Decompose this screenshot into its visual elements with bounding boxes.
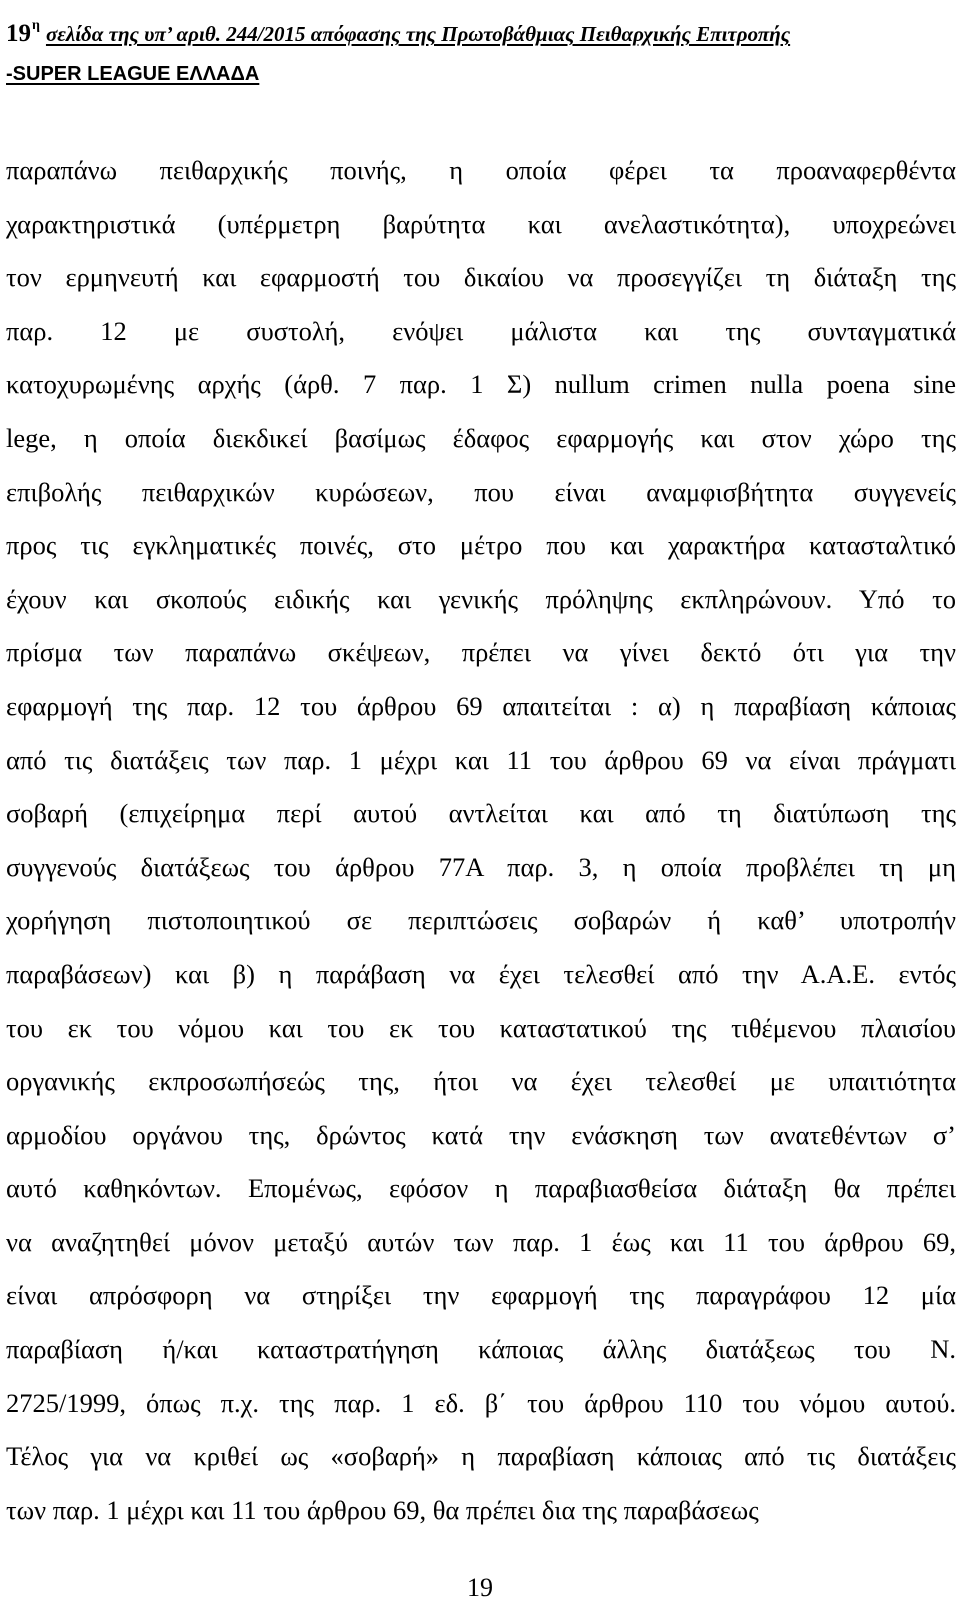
- text-line: των παρ. 1 μέχρι και 11 του άρθρου 69, θα πρέπει δια της παραβάσεως: [6, 1494, 759, 1525]
- footer-page-number: 19: [467, 1573, 493, 1602]
- text-line: εφαρμογή της παρ. 12 του άρθρου 69 απαιτείται : α) η παραβίαση κάποιας: [6, 690, 956, 721]
- text-line: σοβαρή (επιχείρημα περί αυτού αντλείται και από τη διατύπωση της: [6, 798, 956, 829]
- text-line: του εκ του νόμου και του εκ του καταστατικού της τιθέμενου πλαισίου: [6, 1012, 956, 1043]
- text-line: προς τις εγκληματικές ποινές, στο μέτρο που και χαρακτήρα κατασταλτικό: [6, 530, 956, 561]
- header-page-superscript: η: [32, 18, 40, 33]
- text-line: αρμοδίου οργάνου της, δρώντος κατά την ενάσκηση των ανατεθέντων σ’: [6, 1119, 956, 1150]
- text-line: έχουν και σκοπούς ειδικής και γενικής πρόληψης εκπληρώνουν. Υπό το: [6, 583, 956, 614]
- text-line: παραβάσεων) και β) η παράβαση να έχει τελεσθεί από την Α.Α.Ε. εντός: [6, 958, 956, 989]
- text-line: πρίσμα των παραπάνω σκέψεων, πρέπει να γίνει δεκτό ότι για την: [6, 637, 956, 668]
- text-line: lege, η οποία διεκδικεί βασίμως έδαφος εφαρμογής και στον χώρο της: [6, 422, 956, 453]
- text-line: κατοχυρωμένης αρχής (άρθ. 7 παρ. 1 Σ) nullum crimen nulla poena sine: [6, 369, 956, 400]
- text-line: οργανικής εκπροσωπήσεώς της, ήτοι να έχει τελεσθεί με υπαιτιότητα: [6, 1066, 956, 1097]
- text-line: επιβολής πειθαρχικών κυρώσεων, που είναι αναμφισβήτητα συγγενείς: [6, 476, 956, 507]
- text-line: να αναζητηθεί μόνον μεταξύ αυτών των παρ. 1 έως και 11 του άρθρου 69,: [6, 1226, 956, 1257]
- text-line: παρ. 12 με συστολή, ενόψει μάλιστα και της συνταγματικά: [6, 315, 956, 346]
- document-body: [6, 144, 956, 1537]
- text-line: τον ερμηνευτή και εφαρμοστή του δικαίου να προσεγγίζει τη διάταξη της: [6, 262, 956, 293]
- header-line-1: [6, 6, 956, 54]
- page-header: [6, 6, 956, 94]
- text-line: συγγενούς διατάξεως του άρθρου 77Α παρ. 3, η οποία προβλέπει τη μη: [6, 851, 956, 882]
- text-line: είναι απρόσφορη να στηρίξει την εφαρμογή της παραγράφου 12 μία: [6, 1280, 956, 1311]
- text-line: Τέλος για να κριθεί ως «σοβαρή» η παραβίαση κάποιας από τις διατάξεις: [6, 1441, 956, 1472]
- text-line: παραβίαση ή/και καταστρατήγηση κάποιας άλλης διατάξεως του Ν.: [6, 1334, 956, 1365]
- text-line: χορήγηση πιστοποιητικού σε περιπτώσεις σοβαρών ή καθ’ υποτροπήν: [6, 905, 956, 936]
- text-line: 2725/1999, όπως π.χ. της παρ. 1 εδ. β΄ του άρθρου 110 του νόμου αυτού.: [6, 1387, 956, 1418]
- header-page-number: 19: [6, 20, 31, 47]
- text-line: χαρακτηριστικά (υπέρμετρη βαρύτητα και ανελαστικότητα), υποχρεώνει: [6, 208, 956, 239]
- header-title: σελίδα της υπ’ αριθ. 244/2015 απόφασης της Πρωτοβάθμιας Πειθαρχικής Επιτροπής: [45, 22, 791, 46]
- text-line: από τις διατάξεις των παρ. 1 μέχρι και 11 του άρθρου 69 να είναι πράγματι: [6, 744, 956, 775]
- text-line: αυτό καθηκόντων. Επομένως, εφόσον η παραβιασθείσα διάταξη θα πρέπει: [6, 1173, 956, 1204]
- text-line: παραπάνω πειθαρχικής ποινής, η οποία φέρει τα προαναφερθέντα: [6, 155, 956, 185]
- header-organization: -SUPER LEAGUE ΕΛΛΑΔΑ: [6, 63, 260, 85]
